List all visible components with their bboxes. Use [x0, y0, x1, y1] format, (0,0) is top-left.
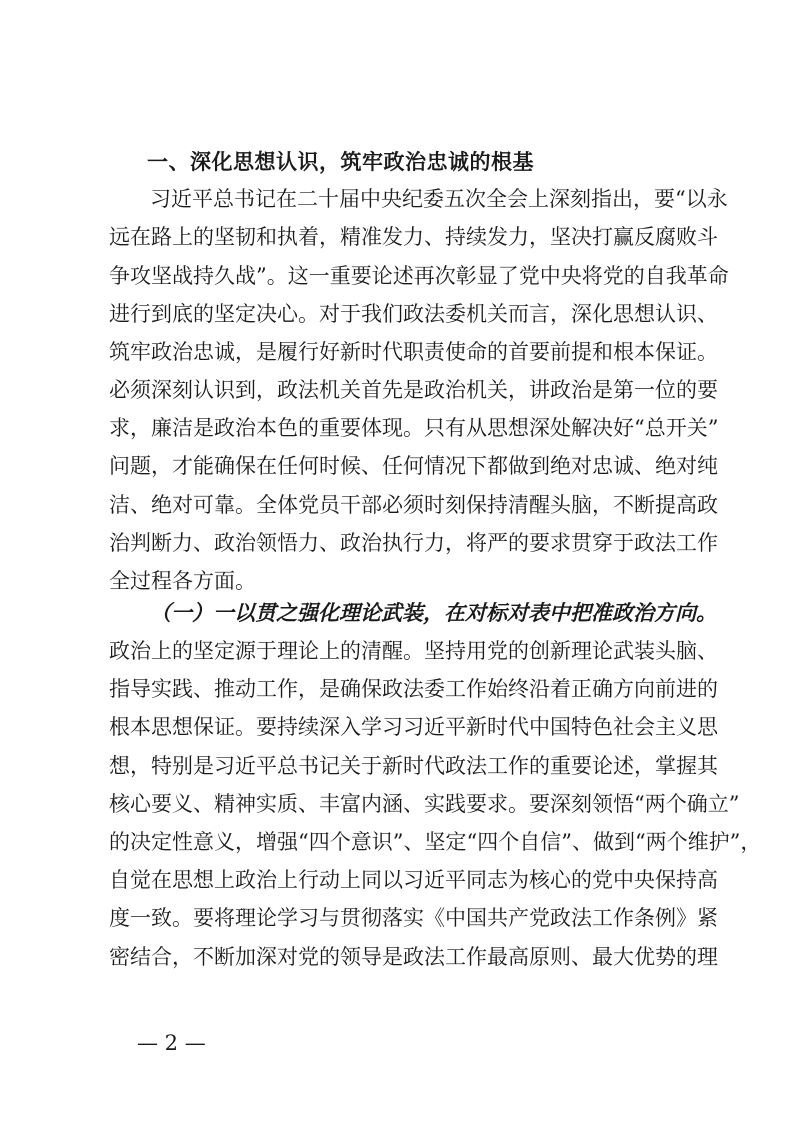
paragraph-line: 进行到底的坚定决心。对于我们政法委机关而言，深化思想认识、: [109, 302, 718, 326]
subsection-title: （一）一以贯之强化理论武装，在对标对表中把准政治方向。: [150, 600, 717, 625]
paragraph-line: 根本思想保证。要持续深入学习习近平新时代中国特色社会主义思: [109, 715, 718, 739]
paragraph-line: 想，特别是习近平总书记关于新时代政法工作的重要论述，掌握其: [109, 754, 718, 778]
page-number: — 2 —: [137, 1031, 206, 1055]
paragraph-line: 治判断力、政治领悟力、政治执行力，将严的要求贯穿于政法工作: [109, 531, 718, 555]
paragraph-line: 争攻坚战持久战”。这一重要论述再次彰显了党中央将党的自我革命: [109, 264, 729, 288]
paragraph-line: 求，廉洁是政治本色的重要体现。只有从思想深处解决好“总开关”: [109, 416, 719, 440]
paragraph-line: 密结合，不断加深对党的领导是政法工作最高原则、最大优势的理: [109, 945, 718, 969]
paragraph-line: 度一致。要将理论学习与贯彻落实《中国共产党政法工作条例》紧: [109, 906, 718, 930]
paragraph-line: 核心要义、精神实质、丰富内涵、实践要求。要深刻领悟“两个确立”: [109, 792, 740, 816]
paragraph-line: 习近平总书记在二十届中央纪委五次全会上深刻指出，要“以永: [150, 187, 728, 211]
paragraph-line: 全过程各方面。: [109, 569, 256, 593]
paragraph-line: 自觉在思想上政治上行动上同以习近平同志为核心的党中央保持高: [109, 868, 718, 892]
section-heading: 一、深化思想认识，筑牢政治忠诚的根基: [147, 150, 534, 174]
paragraph-line: 洁、绝对可靠。全体党员干部必须时刻保持清醒头脑，不断提高政: [109, 493, 718, 517]
paragraph-line: 指导实践、推动工作，是确保政法委工作始终沿着正确方向前进的: [109, 677, 718, 701]
paragraph-line: 问题，才能确保在任何时候、任何情况下都做到绝对忠诚、绝对纯: [109, 454, 718, 478]
paragraph-line: 政治上的坚定源于理论上的清醒。坚持用党的创新理论武装头脑、: [109, 639, 718, 663]
paragraph-line: 筑牢政治忠诚，是履行好新时代职责使命的首要前提和根本保证。: [109, 340, 718, 364]
paragraph-line: 远在路上的坚韧和执着，精准发力、持续发力，坚决打赢反腐败斗: [109, 225, 718, 249]
paragraph-line: 的决定性意义，增强“四个意识”、坚定“四个自信”、做到“两个维护”，: [109, 830, 762, 854]
paragraph-line: 必须深刻认识到，政法机关首先是政治机关，讲政治是第一位的要: [109, 378, 718, 402]
